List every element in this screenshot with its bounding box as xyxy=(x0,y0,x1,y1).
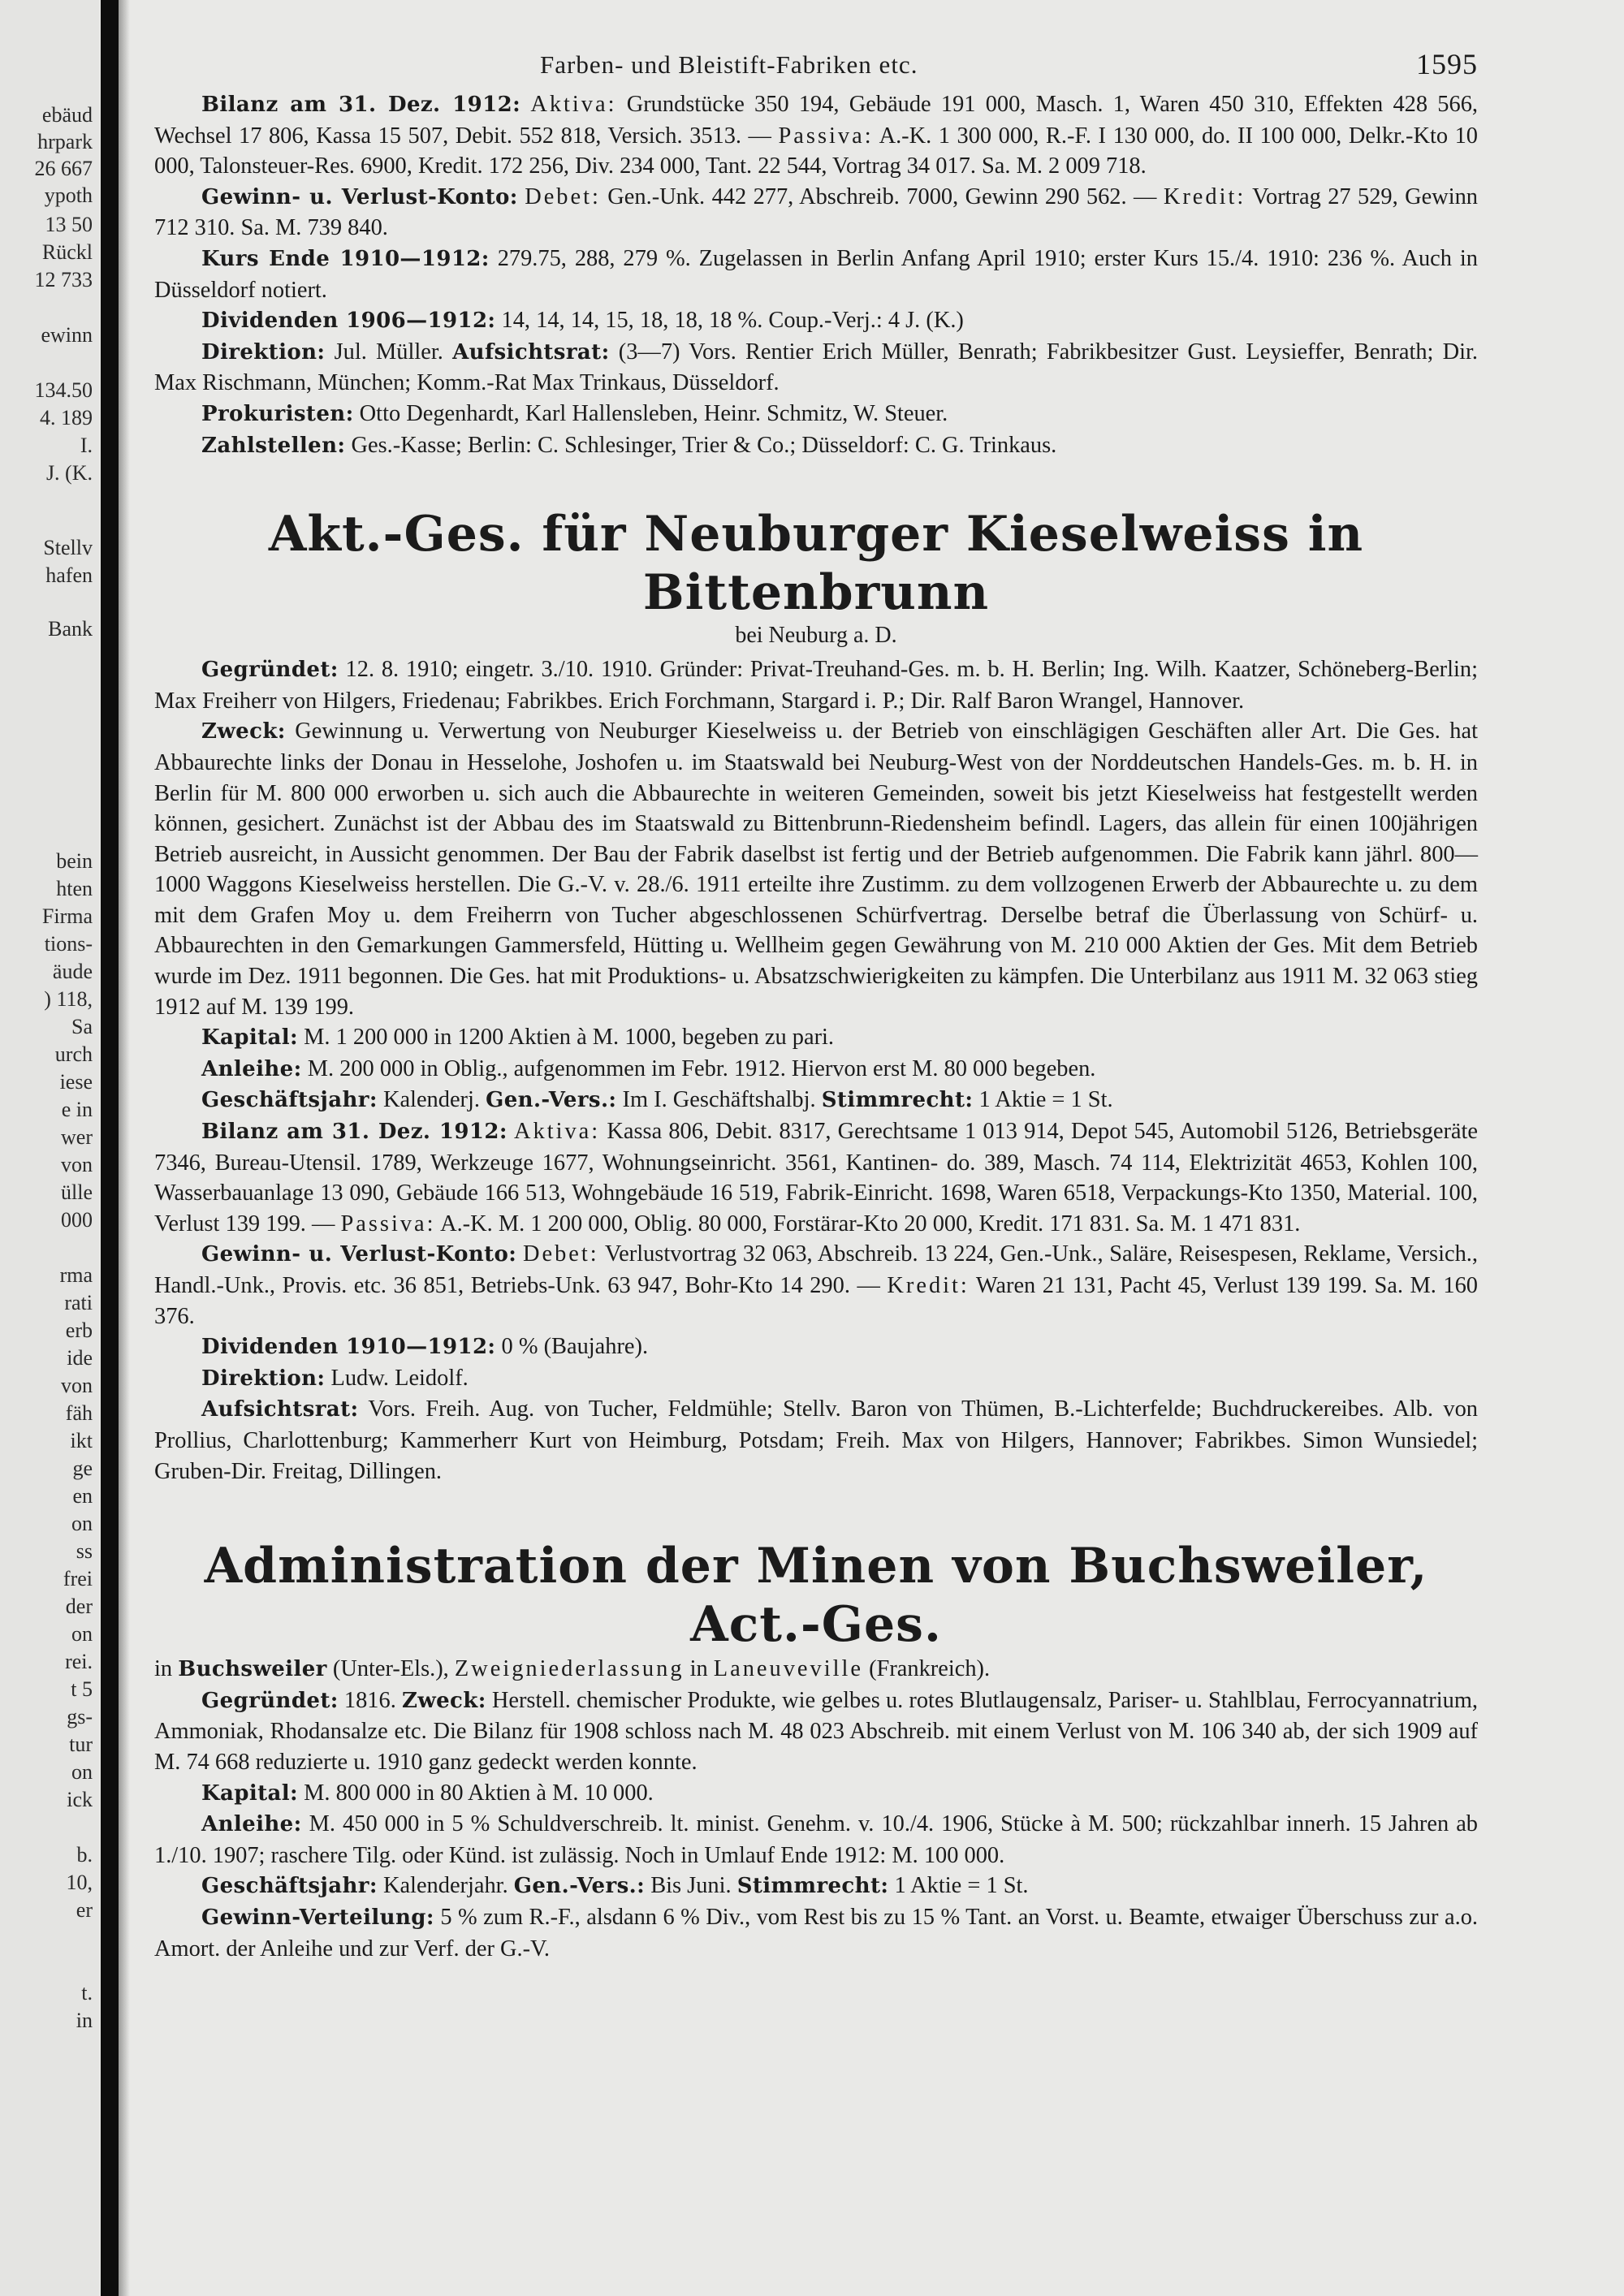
adjacent-page-text: ewinn xyxy=(41,323,93,347)
prokuristen-paragraph xyxy=(154,399,1478,430)
adjacent-page-text: 4. 189 xyxy=(40,406,93,429)
keyword: Zahlstellen: xyxy=(201,433,346,458)
keyword: Gen.-Vers.: xyxy=(486,1088,617,1113)
adjacent-page-text: b. xyxy=(76,1843,93,1867)
label: Aktiva: xyxy=(514,1119,601,1145)
adjacent-page-text: ebäud xyxy=(41,103,93,127)
text: Kalenderj. xyxy=(377,1087,486,1113)
adjacent-page-text: von xyxy=(61,1374,93,1397)
label: Kredit: xyxy=(887,1273,970,1298)
text: (Unter-Els.), xyxy=(326,1656,455,1682)
adjacent-page-text: ikt xyxy=(70,1429,93,1452)
adjacent-page-text: ick xyxy=(67,1788,93,1811)
adjacent-page-text: tions- xyxy=(44,932,93,956)
adjacent-page-fragment xyxy=(0,0,99,2296)
page-number: 1595 xyxy=(1416,48,1478,80)
adjacent-page-text: on xyxy=(71,1760,93,1784)
keyword: Prokuristen: xyxy=(201,401,354,426)
adjacent-page-text: hten xyxy=(56,877,93,900)
adjacent-page-text: en xyxy=(72,1484,93,1508)
adjacent-page-text: e in xyxy=(61,1098,93,1121)
text: (Frankreich). xyxy=(863,1656,991,1682)
adjacent-page-text: bein xyxy=(56,849,93,873)
keyword: Anleihe: xyxy=(201,1812,302,1837)
adjacent-page-text: ge xyxy=(72,1457,93,1480)
adjacent-page-text: von xyxy=(61,1153,93,1176)
adjacent-page-text: 12 733 xyxy=(34,268,93,291)
text: 1 Aktie = 1 St. xyxy=(888,1873,1029,1899)
text: 1 Aktie = 1 St. xyxy=(973,1087,1113,1113)
text: Kassa 806, Debit. 8317, Gerechtsame 1 013 914, Depot 545, Automobil 5126, Betriebsgeräte 7346, Bureau-Utensil. 1789, Werkzeuge 1677, Wohnungseinricht. 3561, Kantinen- do. 389, Masch. 74 114, Elektrizität 4653, Kohlen 100, Wasserbauanlage 13 090, Gebäude 166 513, Wohngebäude 16 519, Fabrik-Einricht. 1698, Waren 6518, Verpackungs-Kto 1350, Material. 100, Verlust 139 199. — xyxy=(154,1119,1479,1236)
text: Waren 21 131, Pacht 45, Verlust 139 199. Sa. M. 160 376. xyxy=(154,1273,1478,1329)
text: Verlustvortrag 32 063, Abschreib. 13 224, Gen.-Unk., Saläre, Reisespesen, Reklame, Versich., Handl.-Unk., Provis. etc. 36 851, Betriebs-Unk. 63 947, Bohr-Kto 14 290. — xyxy=(154,1241,1478,1298)
text: Bis Juni. xyxy=(645,1873,737,1899)
keyword: Kapital: xyxy=(201,1780,299,1806)
adjacent-page-text: ) 118, xyxy=(44,987,93,1011)
adjacent-page-text: äude xyxy=(52,960,93,983)
zweck-paragraph xyxy=(154,716,1478,1022)
adjacent-page-text: 13 50 xyxy=(45,213,93,236)
adjacent-page-text: ss xyxy=(76,1539,93,1563)
adjacent-page-text: on xyxy=(71,1512,93,1535)
text: Herstell. chemischer Produkte, wie gelbes u. rotes Blutlaugensalz, Pariser- u. Stahlblau, Ferrocyannatrium, Ammoniak, Rhodansalze etc. Die Bilanz für 1908 schloss nach M. 48 023 Abschreib. mit einem Verlust von M. 106 340 ab, der sich 1909 auf M. 74 668 reduzierte u. 1910 ganz gedeckt werden konnte. xyxy=(154,1687,1479,1775)
adjacent-page-text: fäh xyxy=(65,1401,93,1425)
keyword: Gewinn-Verteilung: xyxy=(201,1905,434,1930)
keyword: Bilanz am 31. Dez. 1912: xyxy=(201,1120,508,1145)
text: M. 800 000 in 80 Aktien à M. 10 000. xyxy=(298,1780,654,1806)
kurs-paragraph xyxy=(154,244,1478,305)
adjacent-page-text: hrpark xyxy=(37,130,93,153)
gewinn-paragraph xyxy=(154,182,1478,244)
anleihe-paragraph xyxy=(154,1809,1478,1871)
adjacent-page-text: 26 667 xyxy=(34,157,93,180)
keyword: Kapital: xyxy=(201,1025,299,1051)
keyword: Kurs Ende 1910—1912: xyxy=(201,246,490,271)
keyword: Aufsichtsrat: xyxy=(452,339,610,365)
keyword: Gen.-Vers.: xyxy=(513,1874,646,1899)
company-location: bei Neuburg a. D. xyxy=(735,623,897,649)
text: 5 % zum R.-F., alsdann 6 % Div., vom Rest bis zu 15 % Tant. an Vorst. u. Beamte, etwaiger Überschuss zur a.o. Amort. der Anleihe und zur Verf. der G.-V. xyxy=(154,1904,1478,1962)
text: Gewinnung u. Verwertung von Neuburger Kieselweiss u. der Betrieb von einschlägigen Geschäften aller Art. Die Ges. hat Abbaurechte links der Donau in Hesselohe, Joshofen u. im Staatswald bei Neuburg-West von der Norddeutschen Handels-Ges. m. b. H. in Berlin für M. 800 000 erworben u. sich auch die Abbaurechte in weiteren Gemeinden, soweit bis jetzt Kieselweiss hat festgestellt werden können, gesichert. Zunächst ist der Abbau des im Staatswald zu Bittenbrunn-Riedensheim befindl. Lagers, das allein für einen 100jährigen Betrieb ausreicht, in Aussicht genommen. Der Bau der Fabrik daselbst ist fertig und der Betrieb aufgenommen. Die Fabrik kann jährl. 800—1000 Waggons Kieselweiss herstellen. Die G.-V. v. 28./6. 1911 erteilte ihre Zustimm. zu dem vollzogenen Erwerb der Abbaurechte u. zu dem mit dem Grafen Moy u. dem Freiherrn von Tucher abgeschlossenen Schürfvertrag. Derselbe betraf die Überlassung von Schürf- u. Abbaurechten in den Gemarkungen Gammersfeld, Hütting u. Wellheim gegen Gewährung von M. 210 000 Aktien der Ges. Mit dem Betrieb wurde im Dez. 1911 begonnen. Die Ges. hat mit Produktions- u. Absatzschwierigkeiten zu kämpfen. Die Unterbilanz aus 1911 M. 32 063 stieg 1912 auf M. 139 199. xyxy=(154,719,1478,1020)
binding-shadow xyxy=(119,0,130,2296)
keyword: Aufsichtsrat: xyxy=(201,1397,359,1422)
keyword: Anleihe: xyxy=(201,1056,302,1081)
adjacent-page-text: hafen xyxy=(45,563,93,587)
adjacent-page-text: ülle xyxy=(61,1180,93,1204)
adjacent-page-text: in xyxy=(76,2009,93,2032)
running-head xyxy=(154,41,1478,89)
adjacent-page-text: ide xyxy=(67,1346,93,1370)
text: Otto Degenhardt, Karl Hallensleben, Heinr. Schmitz, W. Steuer. xyxy=(353,400,948,426)
keyword: Dividenden 1906—1912: xyxy=(201,309,496,334)
adjacent-page-text: tur xyxy=(69,1733,93,1756)
bilanz-paragraph xyxy=(154,89,1478,182)
adjacent-page-text: frei xyxy=(63,1567,93,1590)
adjacent-page-text: 134.50 xyxy=(34,378,93,402)
keyword: Gewinn- u. Verlust-Konto: xyxy=(201,184,518,209)
adjacent-page-text: rma xyxy=(59,1263,93,1287)
zahlstellen-paragraph xyxy=(154,430,1478,462)
text: Im I. Geschäftshalbj. xyxy=(616,1087,822,1113)
adjacent-page-text: ypoth xyxy=(44,183,93,207)
keyword: Geschäftsjahr: xyxy=(201,1088,378,1113)
adjacent-page-text: I. xyxy=(80,434,93,457)
adjacent-page-text: rei. xyxy=(65,1650,93,1673)
adjacent-page-text: wer xyxy=(61,1125,93,1149)
adjacent-page-text: der xyxy=(65,1595,93,1618)
text: Ges.-Kasse; Berlin: C. Schlesinger, Trier & Co.; Düsseldorf: C. G. Trinkaus. xyxy=(345,432,1057,458)
company-title: Administration der Minen von Buchsweiler, Act.-Ges. xyxy=(204,1538,1428,1654)
adjacent-page-text: 000 xyxy=(61,1208,93,1232)
adjacent-page-text: J. (K. xyxy=(45,461,93,485)
label: Laneuveville xyxy=(713,1656,863,1682)
page xyxy=(154,41,1478,1964)
text: Kalenderjahr. xyxy=(377,1873,514,1899)
label: Passiva: xyxy=(340,1211,436,1236)
adjacent-page-text: on xyxy=(71,1622,93,1646)
entry-continuation xyxy=(154,89,1478,461)
text: Grundstücke 350 194, Gebäude 191 000, Masch. 1, Waren 450 310, Effekten 428 566, Wechsel 17 806, Kassa 15 507, Debit. 552 818, Versich. 3513. — xyxy=(154,92,1478,149)
text: Vors. Freih. Aug. von Tucher, Feldmühle; Stellv. Baron von Thümen, B.-Lichterfelde; Buchdruckereibes. Alb. von Prollius, Charlottenburg; Kammerherr Kurt von Heimburg, Potsdam; Freih. Max von Hilgers, Hannover; Fabrikbes. Simon Wunsiedel; Gruben-Dir. Freitag, Dillingen. xyxy=(154,1396,1478,1484)
adjacent-page-text: Sa xyxy=(71,1015,93,1038)
company-entry xyxy=(154,1654,1478,1964)
adjacent-page-text: urch xyxy=(54,1042,93,1066)
gegruendet-paragraph xyxy=(154,1685,1478,1778)
text: A.-K. 1 300 000, R.-F. I 130 000, do. II 100 000, Delkr.-Kto 10 000, Talonsteuer-Res. 6900, Kredit. 172 256, Div. 234 000, Tant. 22 544, Vortrag 34 017. Sa. M. 2 009 718. xyxy=(154,123,1478,179)
text: 0 % (Baujahre). xyxy=(495,1334,649,1360)
dividenden-paragraph xyxy=(154,1331,1478,1363)
gegruendet-paragraph xyxy=(154,654,1478,716)
location-line xyxy=(154,1654,1478,1685)
text: 1816. xyxy=(338,1687,402,1713)
keyword: Bilanz am 31. Dez. 1912: xyxy=(201,93,521,117)
label: Debet: xyxy=(522,1241,599,1267)
anleihe-paragraph xyxy=(154,1054,1478,1085)
label: Passiva: xyxy=(778,123,874,149)
adjacent-page-text: er xyxy=(76,1898,93,1922)
text: 14, 14, 14, 15, 18, 18, 18 %. Coup.-Verj.: 4 J. (K.) xyxy=(495,308,964,334)
adjacent-page-text: t. xyxy=(81,1981,93,2005)
label: Zweigniederlassung xyxy=(454,1656,685,1682)
keyword: Zweck: xyxy=(201,719,286,744)
keyword: Zweck: xyxy=(401,1688,486,1713)
keyword: Gegründet: xyxy=(201,658,339,683)
text: (3—7) Vors. Rentier Erich Müller, Benrath; Fabrikbesitzer Gust. Leysieffer, Benrath; Dir. Max Rischmann, München; Komm.-Rat Max Trinkaus, Düsseldorf. xyxy=(154,339,1478,396)
keyword: Dividenden 1910—1912: xyxy=(201,1335,496,1360)
running-head-title: Farben- und Bleistift-Fabriken etc. xyxy=(540,50,918,79)
keyword: Gewinn- u. Verlust-Konto: xyxy=(201,1242,517,1267)
kapital-paragraph xyxy=(154,1778,1478,1810)
keyword: Geschäftsjahr: xyxy=(201,1874,378,1899)
label: Kredit: xyxy=(1163,183,1246,209)
keyword: Direktion: xyxy=(201,1366,326,1391)
dividenden-paragraph xyxy=(154,305,1478,337)
text: M. 450 000 in 5 % Schuldverschreib. lt. minist. Genehm. v. 10./4. 1906, Stücke à M. 500; rückzahlbar innerh. 15 Jahren ab 1./10. 1907; raschere Tilg. oder Künd. ist zulässig. Noch in Umlauf Ende 1912: M. 100 000. xyxy=(154,1811,1478,1868)
adjacent-page-text: Firma xyxy=(41,904,93,928)
keyword: Buchsweiler xyxy=(178,1657,327,1682)
text: Jul. Müller. xyxy=(325,339,453,365)
company-title: Akt.-Ges. für Neuburger Kieselweiss in Bittenbrunn xyxy=(268,506,1364,622)
gewinn-paragraph xyxy=(154,1239,1478,1331)
adjacent-page-text: gs- xyxy=(67,1705,93,1728)
text: 12. 8. 1910; eingetr. 3./10. 1910. Gründer: Privat-Treuhand-Ges. m. b. H. Berlin; Ing. Wilh. Kaatzer, Schöneberg-Berlin; Max Freiherr von Hilgers, Friedenau; Fabrikbes. Erich Forchmann, Stargard i. P.; Dir. Ralf Baron Wrangel, Hannover. xyxy=(154,657,1478,714)
book-binding-edge xyxy=(101,0,119,2296)
text: M. 1 200 000 in 1200 Aktien à M. 1000, begeben zu pari. xyxy=(298,1025,835,1051)
bilanz-paragraph xyxy=(154,1116,1478,1239)
text: Vortrag 27 529, Gewinn 712 310. Sa. M. 739 840. xyxy=(154,183,1478,241)
keyword: Direktion: xyxy=(201,339,326,365)
aufsichtsrat-paragraph xyxy=(154,1394,1478,1487)
geschaeftsjahr-paragraph xyxy=(154,1871,1478,1902)
keyword: Stimmrecht: xyxy=(736,1874,889,1899)
text: Ludw. Leidolf. xyxy=(325,1365,469,1391)
text: Gen.-Unk. 442 277, Abschreib. 7000, Gewinn 290 562. — xyxy=(600,183,1164,209)
label: Debet: xyxy=(525,183,601,209)
keyword: Gegründet: xyxy=(201,1688,339,1713)
direktion-paragraph xyxy=(154,1363,1478,1395)
company-entry xyxy=(154,654,1478,1487)
text: in xyxy=(154,1656,179,1682)
adjacent-page-text: Stellv xyxy=(43,536,93,559)
adjacent-page-text: Rückl xyxy=(41,240,93,264)
label: Aktiva: xyxy=(530,92,617,117)
geschaeftsjahr-paragraph xyxy=(154,1085,1478,1116)
adjacent-page-text: 10, xyxy=(66,1871,93,1894)
adjacent-page-text: Bank xyxy=(48,617,93,641)
text: M. 200 000 in Oblig., aufgenommen im Febr. 1912. Hiervon erst M. 80 000 begeben. xyxy=(301,1055,1096,1081)
text: in xyxy=(684,1656,714,1682)
text: A.-K. M. 1 200 000, Oblig. 80 000, Forstärar-Kto 20 000, Kredit. 171 831. Sa. M. 1 471 831. xyxy=(435,1211,1301,1236)
keyword: Stimmrecht: xyxy=(821,1088,974,1113)
adjacent-page-text: erb xyxy=(65,1318,93,1342)
adjacent-page-text: t 5 xyxy=(71,1677,93,1701)
direktion-paragraph xyxy=(154,337,1478,399)
kapital-paragraph xyxy=(154,1022,1478,1054)
gewinnverteilung-paragraph xyxy=(154,1902,1478,1964)
adjacent-page-text: rati xyxy=(64,1291,93,1314)
adjacent-page-text: iese xyxy=(59,1070,93,1094)
text: 279.75, 288, 279 %. Zugelassen in Berlin Anfang April 1910; erster Kurs 15./4. 1910: 236 %. Auch in Düsseldorf notiert. xyxy=(154,245,1478,303)
